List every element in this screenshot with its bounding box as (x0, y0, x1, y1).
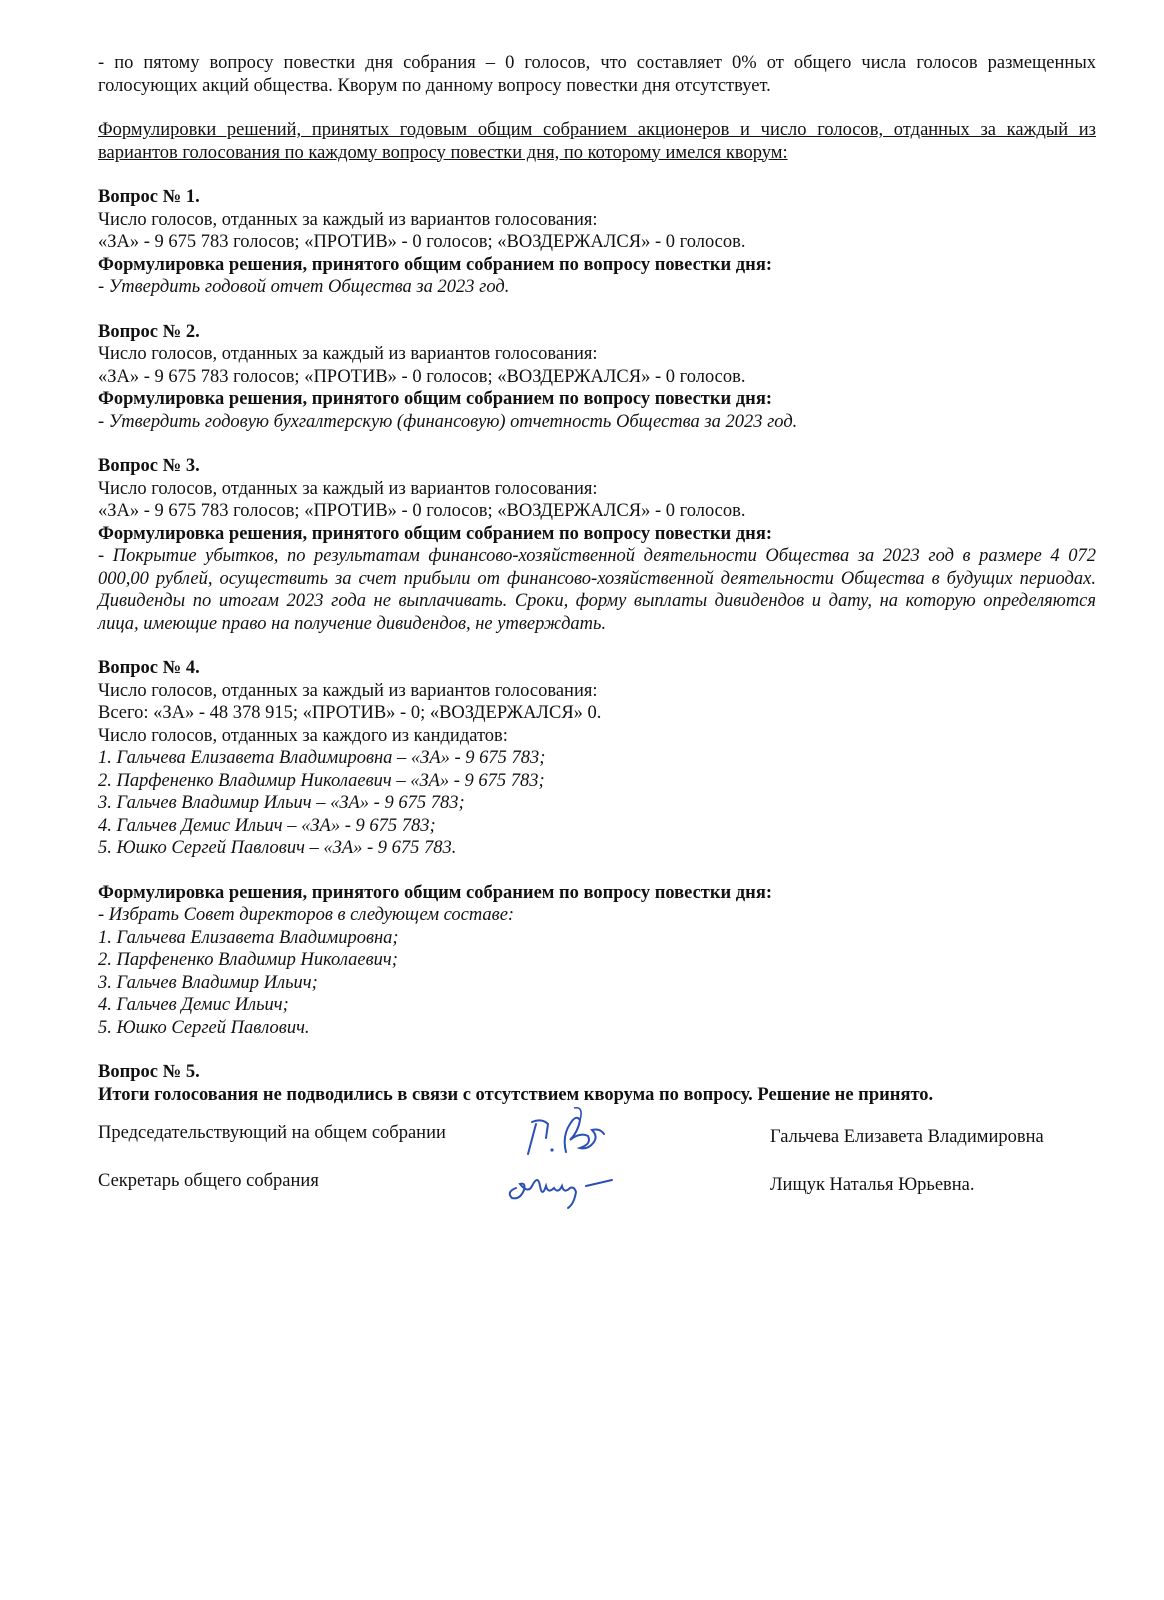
document-page (98, 52, 1096, 1210)
secretary-name: Лищук Наталья Юрьевна. (770, 1175, 975, 1195)
candidate-item: 2. Парфененко Владимир Николаевич – «ЗА» - 9 675 783; (98, 770, 545, 791)
vote-results: «ЗА» - 9 675 783 голосов; «ПРОТИВ» - 0 голосов; «ВОЗДЕРЖАЛСЯ» - 0 голосов. (98, 501, 746, 521)
vote-results: «ЗА» - 9 675 783 голосов; «ПРОТИВ» - 0 голосов; «ВОЗДЕРЖАЛСЯ» - 0 голосов. (98, 232, 746, 252)
secretary-signature-icon (502, 1164, 632, 1214)
question-title: Вопрос № 1. (98, 187, 200, 207)
decision-heading: Формулировка решения, принятого общим собранием по вопросу повестки дня: (98, 254, 772, 275)
question-title: Вопрос № 2. (98, 321, 200, 342)
board-member: 4. Гальчев Демис Ильич; (98, 995, 289, 1015)
chair-signature-icon (518, 1106, 618, 1166)
intro-paragraph: - по пятому вопросу повестки дня собрания – 0 голосов, что составляет 0% от общего числа голосов размещенных голосующих акций общества. Кворум по данному вопросу повестки дня отсутствует. (98, 53, 1096, 96)
secretary-signature-row (98, 1170, 1096, 1210)
question-result: Итоги голосования не подводились в связи с отсутствием кворума по вопросу. Решение не принято. (98, 1084, 934, 1105)
votes-intro: Число голосов, отданных за каждый из вариантов голосования: (98, 344, 598, 364)
candidate-item: 1. Гальчева Елизавета Владимировна – «ЗА» - 9 675 783; (98, 748, 546, 768)
question-title: Вопрос № 3. (98, 456, 200, 476)
decision-text: - Покрытие убытков, по результатам финансово-хозяйственной деятельности Общества за 2023 год в размере 4 072 000,00 рублей, осуществить за счет прибыли от финансово-хозяйственной деятельности Общества в будущих периодах. Дивиденды по итогам 2023 года не выплачивать. Сроки, форму выплаты дивидендов и дату, на которую определяются лица, имеющие право на получение дивидендов, не утверждать. (98, 546, 1096, 634)
chair-label: Председательствующий на общем собрании (98, 1123, 446, 1143)
board-member: 1. Гальчева Елизавета Владимировна; (98, 927, 399, 948)
votes-intro: Число голосов, отданных за каждый из вариантов голосования: (98, 478, 598, 499)
question-5 (98, 1061, 1096, 1106)
vote-results: Всего: «ЗА» - 48 378 915; «ПРОТИВ» - 0; «ВОЗДЕРЖАЛСЯ» 0. (98, 703, 602, 723)
section-heading: Формулировки решений, принятых годовым общим собранием акционеров и число голосов, отданных за каждый из вариантов голосования по каждому вопросу повестки дня, по которому имелся кворум: (98, 120, 1096, 163)
chair-name: Гальчева Елизавета Владимировна (770, 1127, 1044, 1147)
decision-text: - Избрать Совет директоров в следующем составе: (98, 905, 515, 925)
question-2 (98, 321, 1096, 434)
question-4 (98, 657, 1096, 1039)
candidates-intro: Число голосов, отданных за каждого из кандидатов: (98, 725, 508, 746)
board-member: 5. Юшко Сергей Павлович. (98, 1017, 310, 1038)
vote-results: «ЗА» - 9 675 783 голосов; «ПРОТИВ» - 0 голосов; «ВОЗДЕРЖАЛСЯ» - 0 голосов. (98, 366, 746, 387)
chair-signature-row (98, 1122, 1096, 1162)
secretary-label: Секретарь общего собрания (98, 1171, 319, 1191)
board-member: 3. Гальчев Владимир Ильич; (98, 972, 318, 993)
decision-heading: Формулировка решения, принятого общим собранием по вопросу повестки дня: (98, 523, 772, 544)
decision-heading: Формулировка решения, принятого общим собранием по вопросу повестки дня: (98, 389, 772, 409)
candidate-item: 3. Гальчев Владимир Ильич – «ЗА» - 9 675 783; (98, 793, 465, 813)
candidate-item: 4. Гальчев Демис Ильич – «ЗА» - 9 675 783; (98, 815, 436, 836)
decision-text: - Утвердить годовую бухгалтерскую (финансовую) отчетность Общества за 2023 год. (98, 411, 798, 432)
question-title: Вопрос № 5. (98, 1062, 200, 1082)
board-member: 2. Парфененко Владимир Николаевич; (98, 950, 398, 970)
question-title: Вопрос № 4. (98, 658, 200, 678)
votes-intro: Число голосов, отданных за каждый из вариантов голосования: (98, 680, 598, 701)
decision-heading: Формулировка решения, принятого общим собранием по вопросу повестки дня: (98, 882, 772, 903)
votes-intro: Число голосов, отданных за каждый из вариантов голосования: (98, 209, 598, 230)
question-1 (98, 186, 1096, 299)
decision-text: - Утвердить годовой отчет Общества за 2023 год. (98, 277, 510, 297)
question-3 (98, 455, 1096, 635)
candidate-item: 5. Юшко Сергей Павлович – «ЗА» - 9 675 783. (98, 838, 457, 858)
